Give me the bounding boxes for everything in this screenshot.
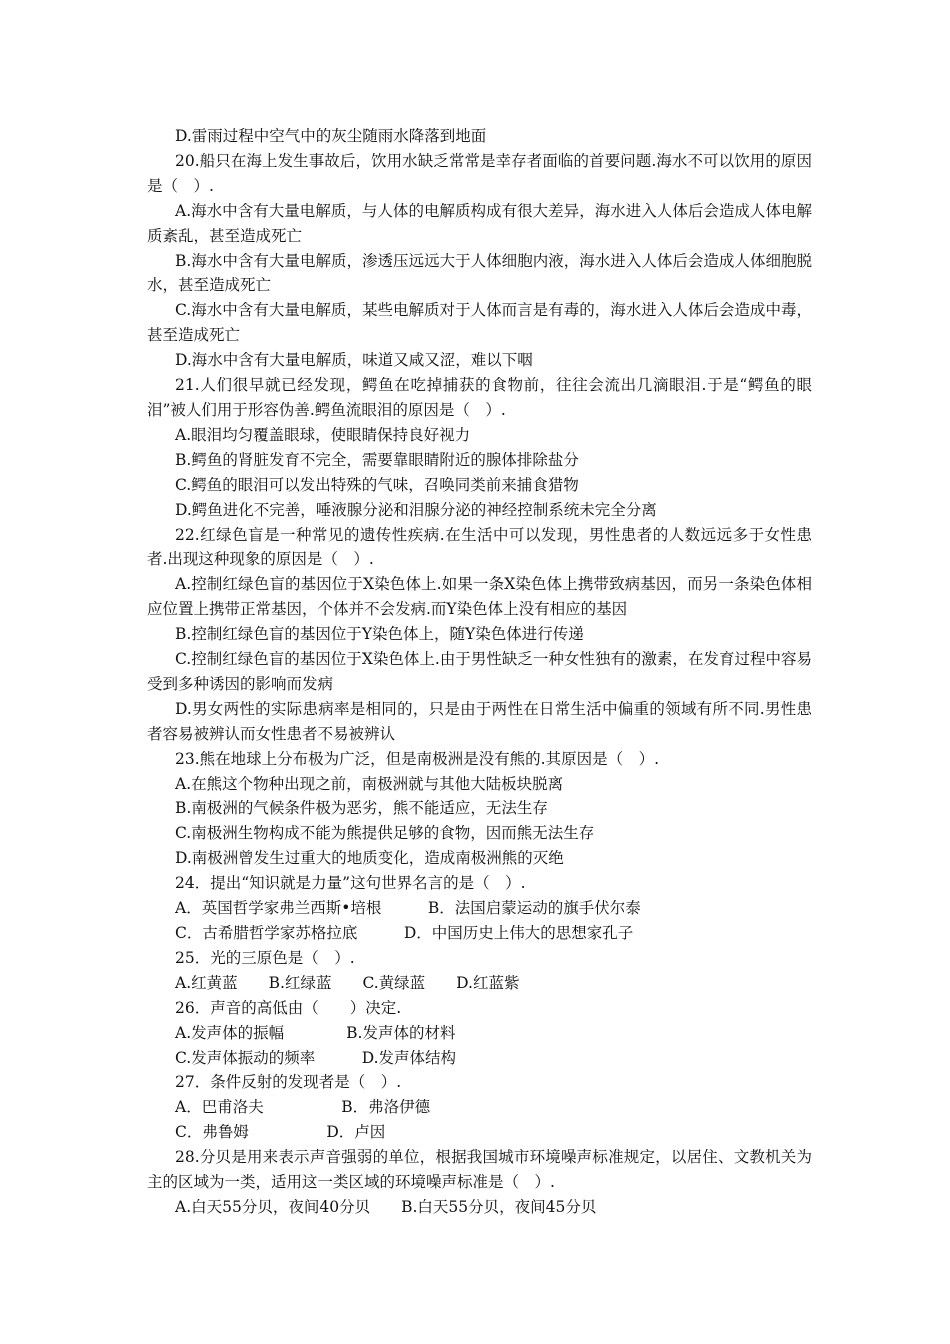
option-line: B.鳄鱼的肾脏发育不完全，需要靠眼睛附近的腺体排除盐分 (175, 450, 579, 469)
option-line: A.白天55分贝，夜间40分贝 B.白天55分贝，夜间45分贝 (175, 1197, 597, 1216)
option-line: A.眼泪均匀覆盖眼球，使眼睛保持良好视力 (175, 425, 471, 444)
option-line: C．古希腊哲学家苏格拉底 D．中国历史上伟大的思想家孔子 (175, 924, 634, 942)
option-line: C.控制红绿色盲的基因位于X染色体上.由于男性缺乏一种女性独有的激素，在发育过程中容易受到多种诱因的影响而发病 (147, 650, 812, 693)
question-21: 21.人们很早就已经发现，鳄鱼在吃掉捕获的食物前，往往会流出几滴眼泪.于是“鳄鱼的眼泪”被人们用于形容伪善.鳄鱼流眼泪的原因是（ ）. (147, 376, 812, 419)
question-26: 26．声音的高低由（ ）决定. (175, 998, 402, 1017)
option-line: C.南极洲生物构成不能为熊提供足够的食物，因而熊无法生存 (175, 824, 595, 843)
question-25: 25．光的三原色是（ ）. (175, 948, 355, 967)
option-line: D.南极洲曾发生过重大的地质变化，造成南极洲熊的灭绝 (175, 849, 564, 868)
option-line: B.控制红绿色盲的基因位于Y染色体上，随Y染色体进行传递 (175, 625, 584, 644)
option-line: A.海水中含有大量电解质，与人体的电解质构成有很大差异，海水进入人体后会造成人体电解质紊乱，甚至造成死亡 (147, 201, 812, 245)
option-line: D.男女两性的实际患病率是相同的，只是由于两性在日常生活中偏重的领域有所不同.男性患者容易被辨认而女性患者不易被辨认 (147, 699, 812, 743)
option-line: C.发声体振动的频率 D.发声体结构 (175, 1048, 457, 1067)
option-line: A.红黄蓝 B.红绿蓝 C.黄绿蓝 D.红蓝紫 (175, 973, 520, 992)
question-24: 24．提出“知识就是力量”这句世界名言的是（ ）. (175, 874, 526, 893)
option-line: B.海水中含有大量电解质，渗透压远远大于人体细胞内液，海水进入人体后会造成人体细胞脱水，甚至造成死亡 (147, 251, 812, 295)
text-line: D.雷雨过程中空气中的灰尘随雨水降落到地面 (175, 127, 487, 145)
question-28: 28.分贝是用来表示声音强弱的单位，根据我国城市环境噪声标准规定，以居住、文教机关为主的区域为一类，适用这一类区域的环境噪声标准是（ ）. (147, 1148, 812, 1192)
option-line: C.鳄鱼的眼泪可以发出特殊的气味，召唤同类前来捕食猎物 (175, 475, 579, 494)
question-23: 23.熊在地球上分布极为广泛，但是南极洲是没有熊的.其原因是（ ）. (175, 749, 660, 768)
option-line: A．英国哲学家弗兰西斯•培根 B．法国启蒙运动的旗手伏尔泰 (175, 899, 641, 918)
option-line: A.控制红绿色盲的基因位于X染色体上.如果一条X染色体上携带致病基因，而另一条染色体相应位置上携带正常基因，个体并不会发病.而Y染色体上没有相应的基因 (147, 575, 812, 619)
question-20: 20.船只在海上发生事故后，饮用水缺乏常常是幸存者面临的首要问题.海水不可以饮用的原因是（ ）. (147, 151, 812, 195)
option-line: B.南极洲的气候条件极为恶劣，熊不能适应，无法生存 (175, 799, 548, 818)
question-22: 22.红绿色盲是一种常见的遗传性疾病.在生活中可以发现，男性患者的人数远远多于女性患者.出现这种现象的原因是（ ）. (147, 525, 812, 569)
option-line: A.在熊这个物种出现之前，南极洲就与其他大陆板块脱离 (175, 774, 564, 793)
question-27: 27．条件反射的发现者是（ ）. (175, 1073, 402, 1092)
option-line: A．巴甫洛夫 B．弗洛伊德 (175, 1098, 431, 1117)
option-line: D.鳄鱼进化不完善，唾液腺分泌和泪腺分泌的神经控制系统未完全分离 (175, 500, 657, 519)
option-line: D.海水中含有大量电解质，味道又咸又涩，难以下咽 (175, 351, 533, 370)
option-line: C．弗鲁姆 D．卢因 (175, 1123, 386, 1142)
document-body (147, 124, 812, 1220)
option-line: C.海水中含有大量电解质，某些电解质对于人体而言是有毒的，海水进入人体后会造成中毒，甚至造成死亡 (147, 301, 812, 345)
option-line: A.发声体的振幅 B.发声体的材料 (175, 1023, 456, 1042)
